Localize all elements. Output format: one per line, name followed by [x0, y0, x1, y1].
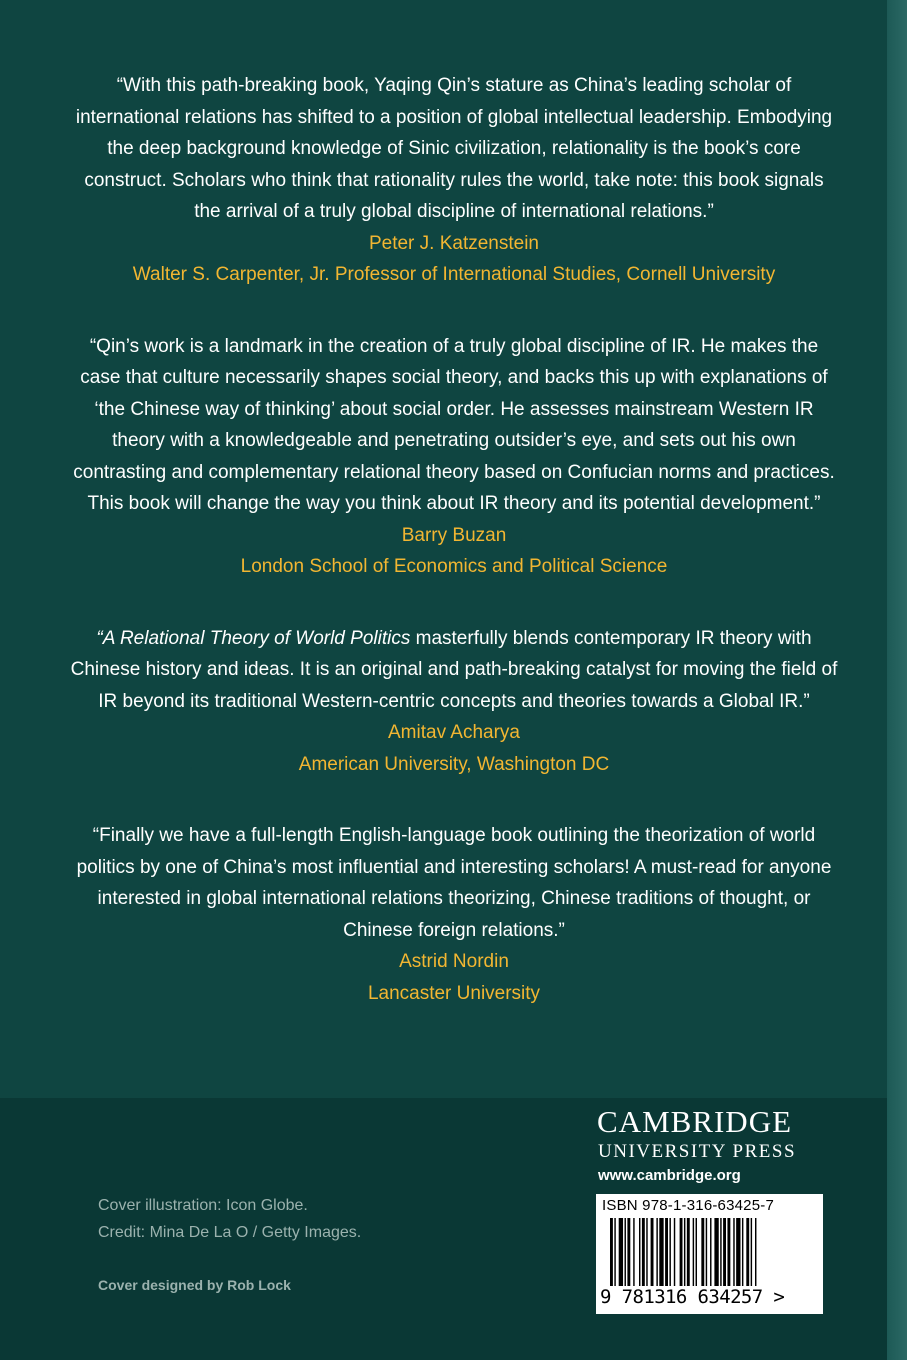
publisher-logo: CAMBRIDGE [597, 1104, 793, 1139]
cover-illustration-credit: Cover illustration: Icon Globe. [98, 1197, 308, 1214]
endorsement-affiliation: Walter S. Carpenter, Jr. Professor of International Studies, Cornell University [132, 264, 776, 285]
barcode-digits: 9 781316 634257 > [600, 1286, 785, 1308]
barcode-bar [714, 1218, 718, 1286]
barcode-bar [755, 1218, 756, 1286]
barcode-bar [674, 1218, 675, 1286]
barcode-bar [633, 1218, 634, 1286]
barcode-bar [627, 1218, 630, 1286]
barcode-bar [680, 1218, 683, 1286]
endorsement-quote: “Finally we have a full-length English-language book outlining the theorization of world politics by one of China’s most influential and interesting scholars! A must-read for anyone interested in global international relations theorizing, Chinese traditions of thought, or Chinese foreign relations.” [76, 825, 832, 941]
spine-edge [887, 0, 907, 1360]
photo-credit: Credit: Mina De La O / Getty Images. [98, 1224, 362, 1241]
barcode-bar [651, 1218, 654, 1286]
endorsement-author: Barry Buzan [401, 524, 507, 546]
endorsement-quote: “Qin’s work is a landmark in the creation of a truly global discipline of IR. He makes the case that culture necessarily shapes social theory, and backs this up with explanations of ‘the Chinese way of thinking’ about social order. He assesses mainstream Western IR theory with a knowledgeable and penetrating outsider’s eye, and sets out his own contrasting and complementary relational theory based on Confucian norms and practices. This book will change the way you think about IR theory and its potential development.” [73, 335, 835, 514]
barcode-bar [736, 1218, 740, 1286]
barcode-bar [669, 1218, 670, 1286]
barcode-bar [656, 1218, 657, 1286]
endorsement-affiliation: Lancaster University [367, 982, 541, 1004]
barcode-bar [706, 1218, 707, 1286]
isbn-label: ISBN 978-1-316-63425-7 [602, 1197, 775, 1214]
barcode-bar [733, 1218, 734, 1286]
endorsement-buzan [70, 331, 838, 583]
endorsement-acharya [70, 623, 838, 781]
barcode-bar [701, 1218, 704, 1286]
endorsement-quote: “A Relational Theory of World Politics masterfully blends contemporary IR theory with Chinese history and ideas. It is an original and path-breaking catalyst for moving the field of IR beyond its traditional Western-centric concepts and theories towards a Global IR.” [70, 627, 838, 712]
barcode-bar [751, 1218, 752, 1286]
barcode-bar [642, 1218, 645, 1286]
barcode-bar [665, 1218, 668, 1286]
barcode-bar [646, 1218, 647, 1286]
endorsement-author: Amitav Acharya [388, 722, 520, 743]
barcode-bar [696, 1218, 697, 1286]
barcode-bar [720, 1218, 721, 1286]
barcode-bar [619, 1218, 623, 1286]
barcode-bar [727, 1218, 730, 1286]
cover-designer: Cover designed by Rob Lock [98, 1277, 291, 1293]
barcode [596, 1194, 823, 1314]
barcode-bar [684, 1218, 685, 1286]
barcode-bar [710, 1218, 711, 1286]
endorsement-katzenstein [70, 70, 838, 291]
barcode-bar [746, 1218, 749, 1286]
publisher-url: www.cambridge.org [598, 1167, 741, 1184]
barcode-bar [723, 1218, 726, 1286]
barcode-bar [742, 1218, 743, 1286]
barcode-bar [614, 1218, 615, 1286]
barcode-bar [625, 1218, 626, 1286]
endorsement-quote: “With this path-breaking book, Yaqing Qin’s stature as China’s leading scholar of international relations has shifted to a position of global intellectual leadership. Embodying the deep background knowledge of Sinic civilization, relationality is the book’s core construct. Scholars who think that rationality rules the world, take note: this book signals the arrival of a truly global discipline of international relations.” [75, 75, 833, 222]
endorsement-affiliation: London School of Economics and Political Science [240, 556, 668, 577]
endorsement-affiliation: American University, Washington DC [298, 753, 610, 775]
barcode-bar [693, 1218, 694, 1286]
barcode-bar [659, 1218, 663, 1286]
endorsement-nordin [70, 820, 838, 1009]
endorsement-author: Astrid Nordin [399, 951, 509, 972]
barcode-bar [687, 1218, 690, 1286]
book-title: “A Relational Theory of World Politics [96, 627, 411, 649]
barcode-bars-icon [602, 1218, 817, 1288]
endorsements [70, 70, 838, 1049]
publisher-subtitle: UNIVERSITY PRESS [598, 1141, 797, 1162]
barcode-bar [639, 1218, 640, 1286]
endorsement-author: Peter J. Katzenstein [368, 232, 540, 254]
barcode-bar [610, 1218, 613, 1286]
